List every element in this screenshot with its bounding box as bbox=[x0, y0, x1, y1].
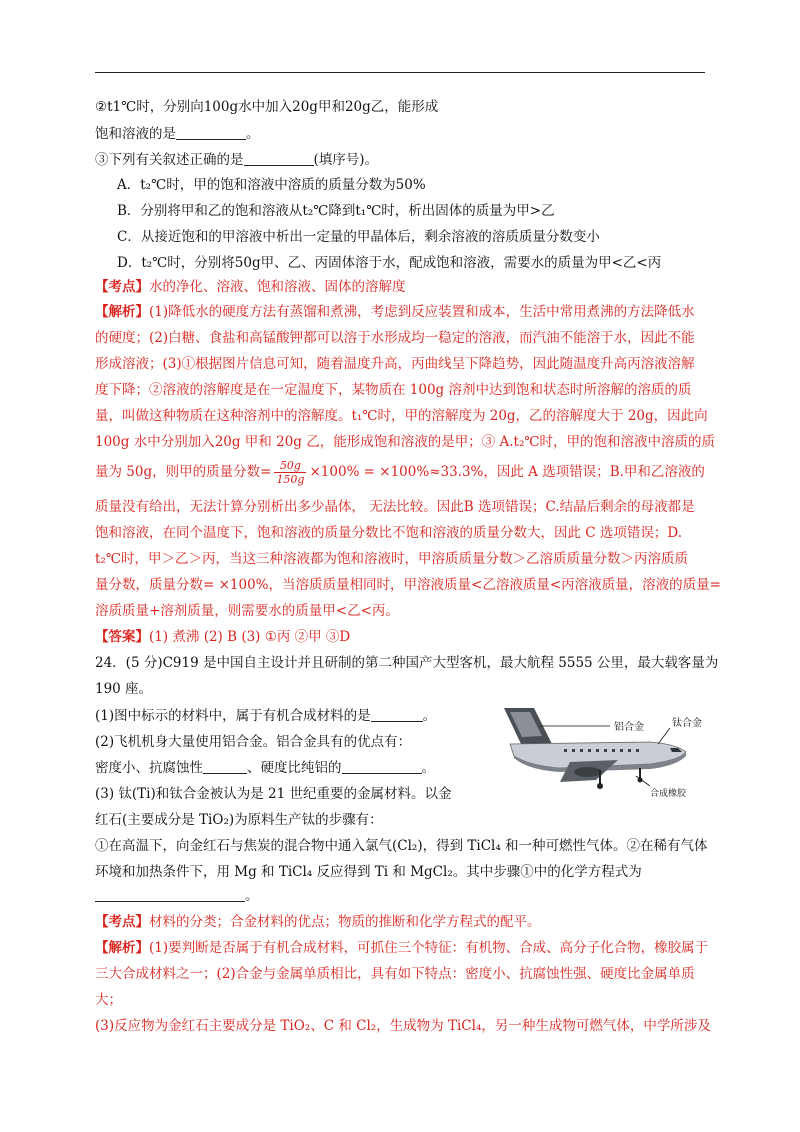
kaodian-2: 【考点】材料的分类；合金材料的优点；物质的推断和化学方程式的配平。 bbox=[95, 914, 541, 930]
label-synthetic-rubber: 合成橡胶 bbox=[650, 789, 687, 798]
q24-line: 190 座。 bbox=[95, 681, 153, 697]
jiexi-1-line: 量为 50g，则甲的质量分数= $\frac{50g}{150g}$ ×100% = ×100%≈33.3%，因此 A 选项错误；B.甲和乙溶液的 bbox=[95, 459, 705, 486]
kaodian-1: 【考点】水的净化、溶液、饱和溶液、固体的溶解度 bbox=[95, 279, 406, 295]
fraction: $\frac{50g}{150g}$ bbox=[276, 459, 305, 486]
jiexi-2-line: 大； bbox=[95, 992, 122, 1008]
q24-part3: 红石(主要成分是 TiO₂)为原料生产钛的步骤有： bbox=[95, 812, 383, 828]
q24-line: 24．(5 分)C919 是中国自主设计并且研制的第二种国产大型客机，最大航程 5555 公里，最大载客量为 bbox=[95, 655, 719, 671]
q24-part1: (1)图中标示的材料中，属于有机合成材料的是 。 bbox=[95, 708, 437, 724]
jiexi-1-line: 量，叫做这种物质在这种溶剂中的溶解度。t₁℃时，甲的溶解度为 20g，乙的溶解度大于 20g，因此向 bbox=[95, 408, 708, 424]
q24-part3: (3) 钛(Ti)和钛合金被认为是 21 世纪重要的金属材料。以金 bbox=[95, 786, 452, 802]
q24-part3-blank: 。 bbox=[95, 886, 710, 906]
q24-part2: (2)飞机机身大量使用铝合金。铝合金具有的优点有： bbox=[95, 734, 412, 750]
q24-part2-blanks: 密度小、抗腐蚀性 、硬度比纯铝的 。 bbox=[95, 760, 435, 776]
option-b: B．分别将甲和乙的饱和溶液从t₂℃降到t₁℃时，析出固体的质量为甲>乙 bbox=[117, 203, 555, 219]
answer-blank[interactable] bbox=[371, 707, 423, 722]
option-d: D．t₂℃时，分别将50g甲、乙、丙固体溶于水，配成饱和溶液，需要水的质量为甲<乙<丙 bbox=[117, 255, 662, 271]
question-line-3: 饱和溶液的是 。 bbox=[95, 126, 260, 142]
daan-1: 【答案】(1) 煮沸 (2) B (3) ①丙 ②甲 ③D bbox=[95, 629, 351, 645]
jiexi-1-line: 100g 水中分别加入20g 甲和 20g 乙，能形成饱和溶液的是甲；③ A.t₂℃时，甲的饱和溶液中溶质的质 bbox=[95, 434, 715, 450]
jiexi-2-line: (3)反应物为金红石主要成分是 TiO₂、C 和 Cl₂，生成物为 TiCl₄，另一种生成物可燃气体，中学所涉及 bbox=[95, 1018, 711, 1034]
answer-blank[interactable] bbox=[342, 759, 422, 774]
answer-blank[interactable] bbox=[244, 151, 314, 166]
jiexi-1-line: 度下降；②溶液的溶解度是在一定温度下，某物质在 100g 溶剂中达到饱和状态时所溶解的溶质的质 bbox=[95, 382, 692, 398]
answer-blank[interactable] bbox=[95, 887, 245, 902]
jiexi-1-line: 【解析】(1)降低水的硬度方法有蒸馏和煮沸，考虑到反应装置和成本，生活中常用煮沸的方法降低水 bbox=[95, 304, 695, 320]
label-aluminum-alloy: 铝合金 bbox=[614, 722, 644, 733]
jiexi-1-line: 饱和溶液，在同个温度下，饱和溶液的质量分数比不饱和溶液的质量分数大，因此 C 选项错误；D. bbox=[95, 525, 683, 541]
option-a: A．t₂℃时，甲的饱和溶液中溶质的质量分数为50% bbox=[117, 177, 426, 193]
q24-part3: 环境和加热条件下，用 Mg 和 TiCl₄ 反应得到 Ti 和 MgCl₂。其中步骤①中的化学方程式为 bbox=[95, 864, 642, 880]
answer-blank[interactable] bbox=[176, 125, 246, 140]
label-titanium-alloy: 钛合金 bbox=[672, 718, 702, 729]
question-line-2: ②t1℃时，分别向100g水中加入20g甲和20g乙，能形成 bbox=[95, 99, 439, 115]
jiexi-1-line: 形成溶液；(3)①根据图片信息可知，随着温度升高，丙曲线呈下降趋势，因此随温度升高丙溶液溶解 bbox=[95, 356, 695, 372]
option-c: C．从接近饱和的甲溶液中析出一定量的甲晶体后，剩余溶液的溶质质量分数变小 bbox=[117, 229, 600, 245]
header-rule bbox=[95, 72, 705, 73]
question-line-4: ③下列有关叙述正确的是 (填序号)。 bbox=[95, 152, 379, 168]
jiexi-2-line: 【解析】(1)要判断是否属于有机合成材料，可抓住三个特征：有机物、合成、高分子化合物，橡胶属于 bbox=[95, 940, 709, 956]
jiexi-1-line: 量分数，质量分数= ×100%，当溶质质量相同时，甲溶液质量<乙溶液质量<丙溶液质量，溶液的质量= bbox=[95, 577, 721, 593]
airplane-figure bbox=[500, 706, 718, 798]
airplane-illustration-icon bbox=[500, 706, 718, 798]
jiexi-1-line: 的硬度；(2)白糖、食盐和高锰酸钾都可以溶于水形成均一稳定的溶液，而汽油不能溶于水，因此不能 bbox=[95, 330, 695, 346]
jiexi-2-line: 三大合成材料之一；(2)合金与金属单质相比，具有如下特点：密度小、抗腐蚀性强、硬度比金属单质 bbox=[95, 966, 695, 982]
jiexi-1-line: 质量没有给出，无法计算分别析出多少晶体， 无法比较。因此B 选项错误；C.结晶后剩余的母液都是 bbox=[95, 499, 695, 515]
jiexi-1-line: t₂℃时，甲＞乙＞丙，当这三种溶液都为饱和溶液时，甲溶质质量分数＞乙溶质质量分数＞丙溶质质 bbox=[95, 551, 688, 567]
q24-part3: ①在高温下，向金红石与焦炭的混合物中通入氯气(Cl₂)，得到 TiCl₄ 和一种可燃性气体。②在稀有气体 bbox=[95, 838, 708, 854]
jiexi-1-line: 溶质质量+溶剂质量，则需要水的质量甲<乙<丙。 bbox=[95, 603, 399, 619]
answer-blank[interactable] bbox=[203, 759, 247, 774]
